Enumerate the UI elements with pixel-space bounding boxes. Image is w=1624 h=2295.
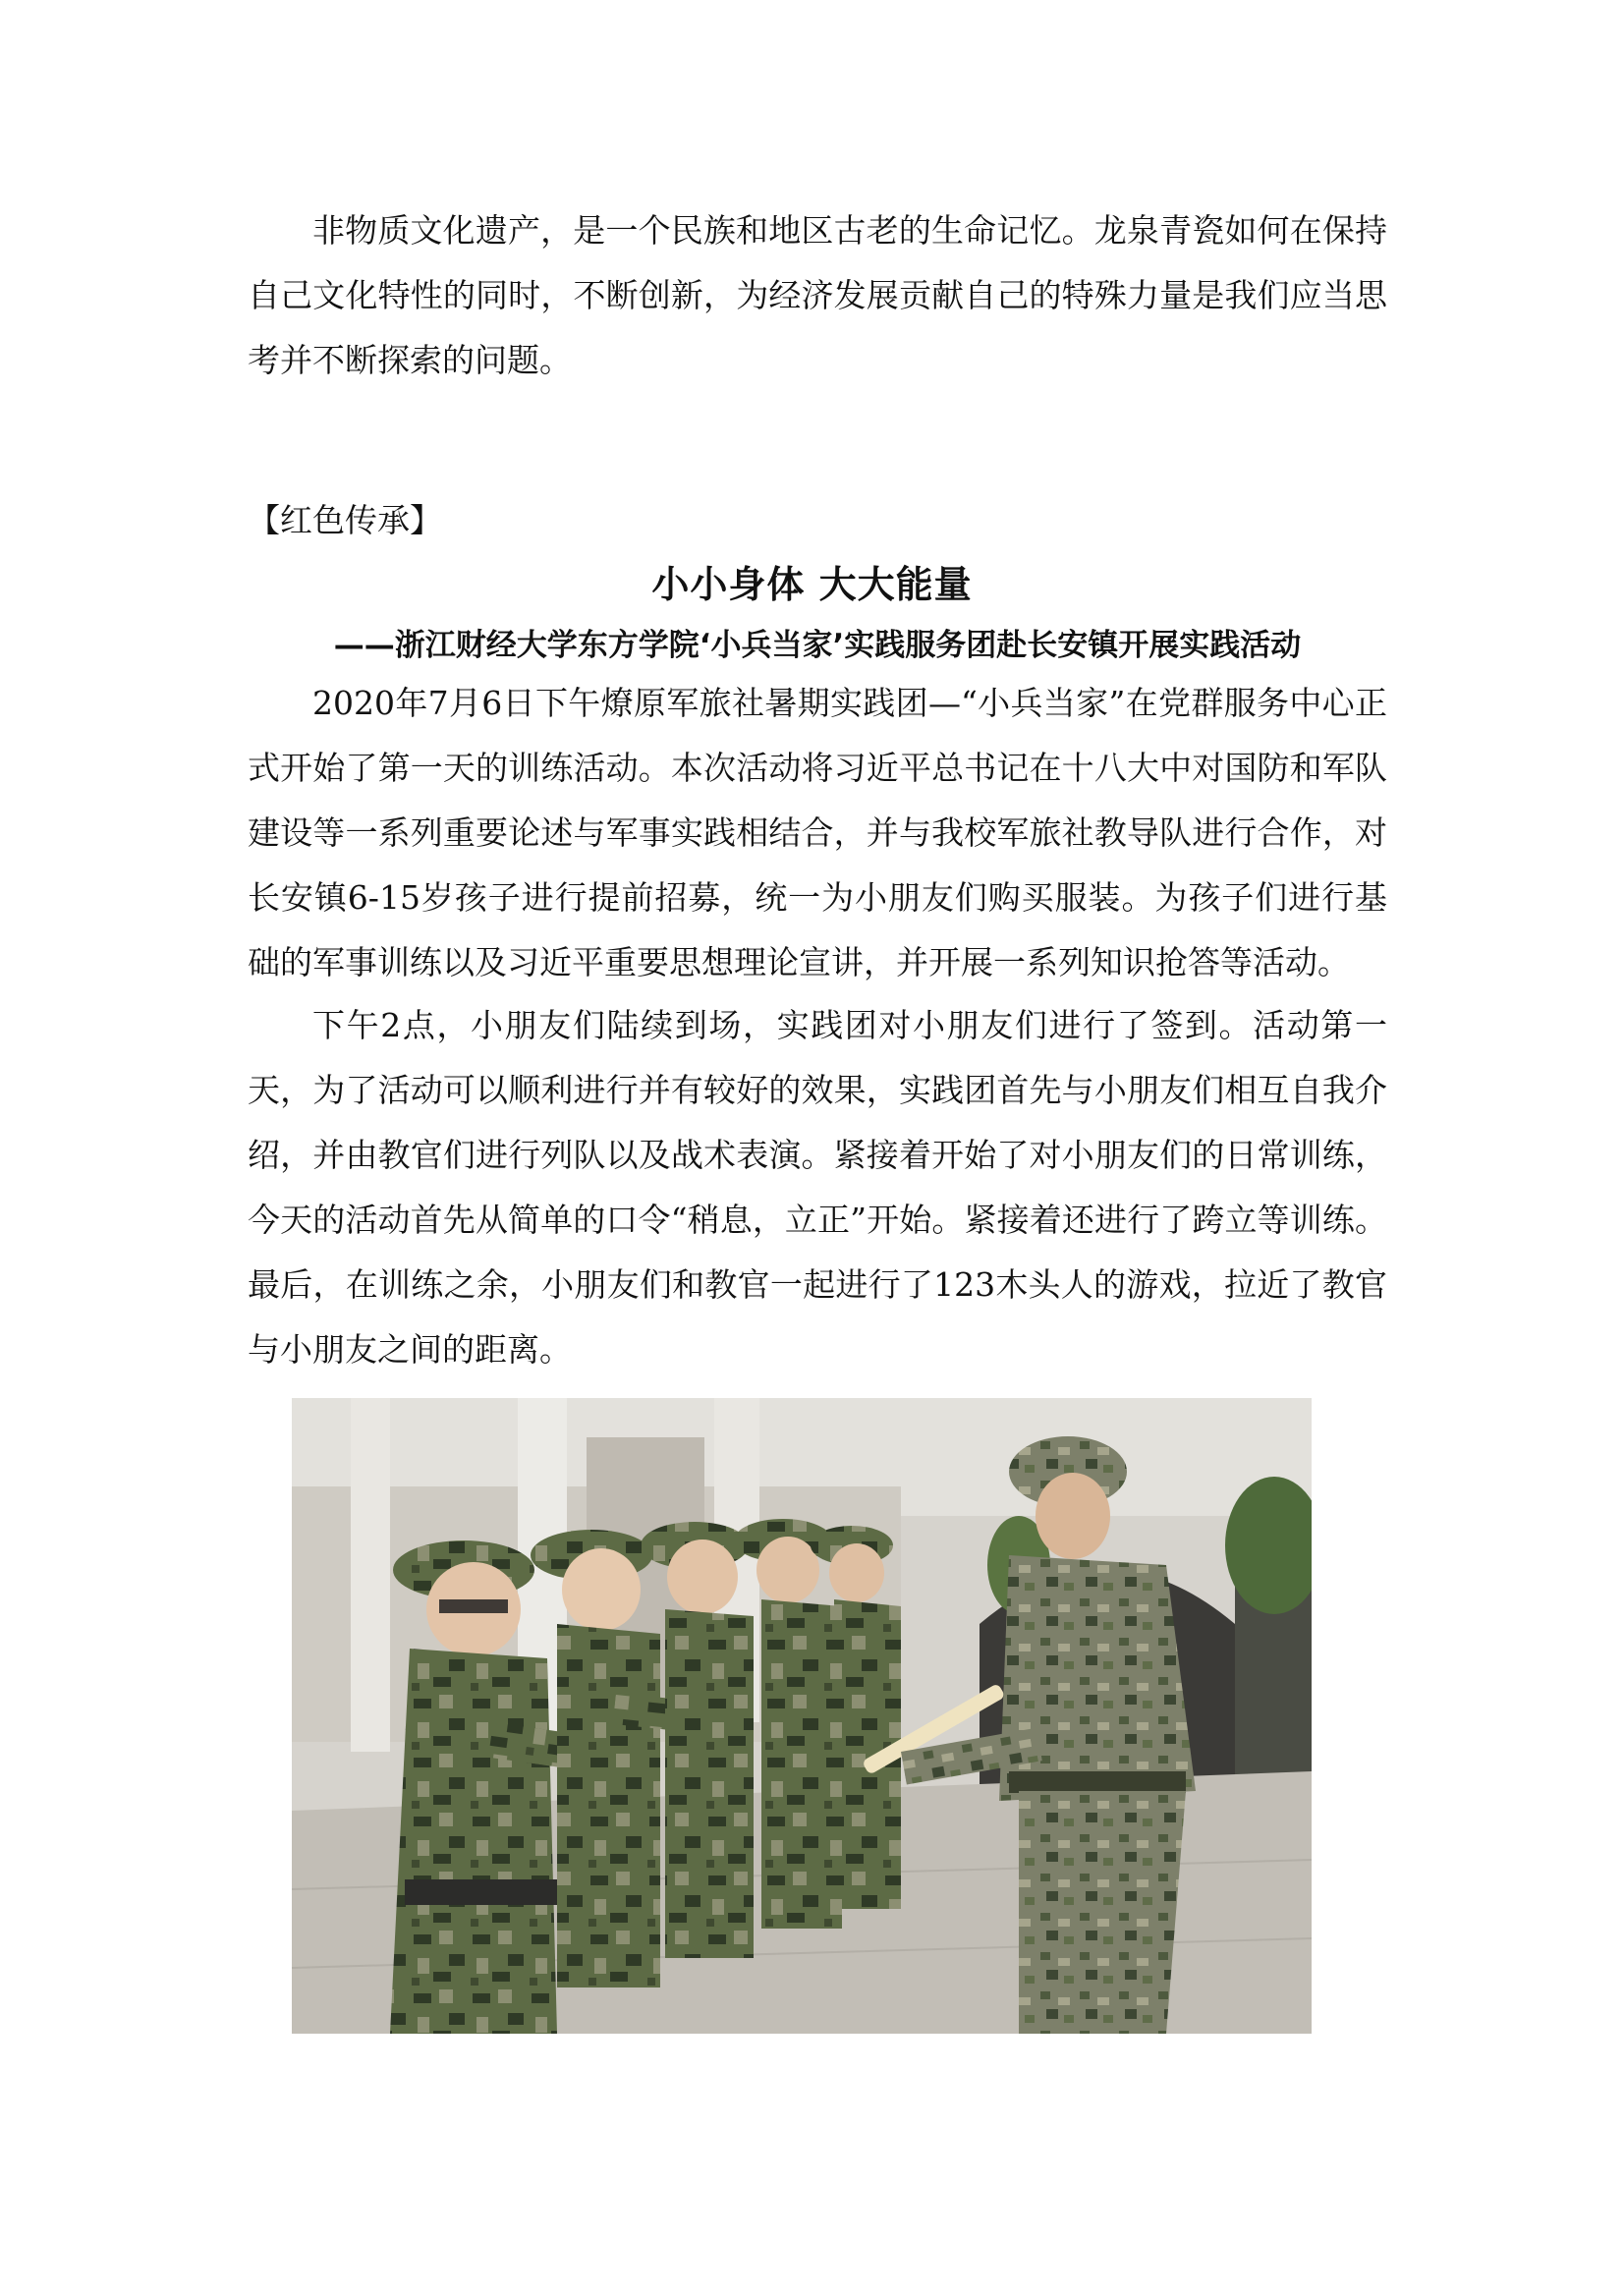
body-paragraph-2: 下午2点，小朋友们陆续到场，实践团对小朋友们进行了签到。活动第一天，为了活动可以顺利进行并有较好的效果，实践团首先与小朋友们相互自我介绍，并由教官们进行列队以及战术表演。紧接着开始了对小朋友们的日常训练，今天的活动首先从简单的口令“稍息，立正”开始。紧接着还进行了跨立等训练。最后，在训练之余，小朋友们和教官一起进行了123木头人的游戏，拉近了教官与小朋友之间的距离。 <box>248 1006 1387 1369</box>
article-subtitle: ——浙江财经大学东方学院‘小兵当家’实践服务团赴长安镇开展实践活动 <box>333 628 1302 663</box>
training-photo <box>292 1398 1312 2034</box>
body-paragraph-1: 2020年7月6日下午燎原军旅社暑期实践团—“小兵当家”在党群服务中心正式开始了第一天的训练活动。本次活动将习近平总书记在十八大中对国防和军队建设等一系列重要论述与军事实践相结合，并与我校军旅社教导队进行合作，对长安镇6-15岁孩子进行提前招募，统一为小朋友们购买服装。为孩子们进行基础的军事训练以及习近平重要思想理论宣讲，并开展一系列知识抢答等活动。 <box>248 684 1387 981</box>
section-tag: 【红色传承】 <box>248 501 442 539</box>
article-title: 小小身体 大大能量 <box>651 563 973 606</box>
intro-paragraph: 非物质文化遗产，是一个民族和地区古老的生命记忆。龙泉青瓷如何在保持自己文化特性的同时，不断创新，为经济发展贡献自己的特殊力量是我们应当思考并不断探索的问题。 <box>248 211 1387 379</box>
